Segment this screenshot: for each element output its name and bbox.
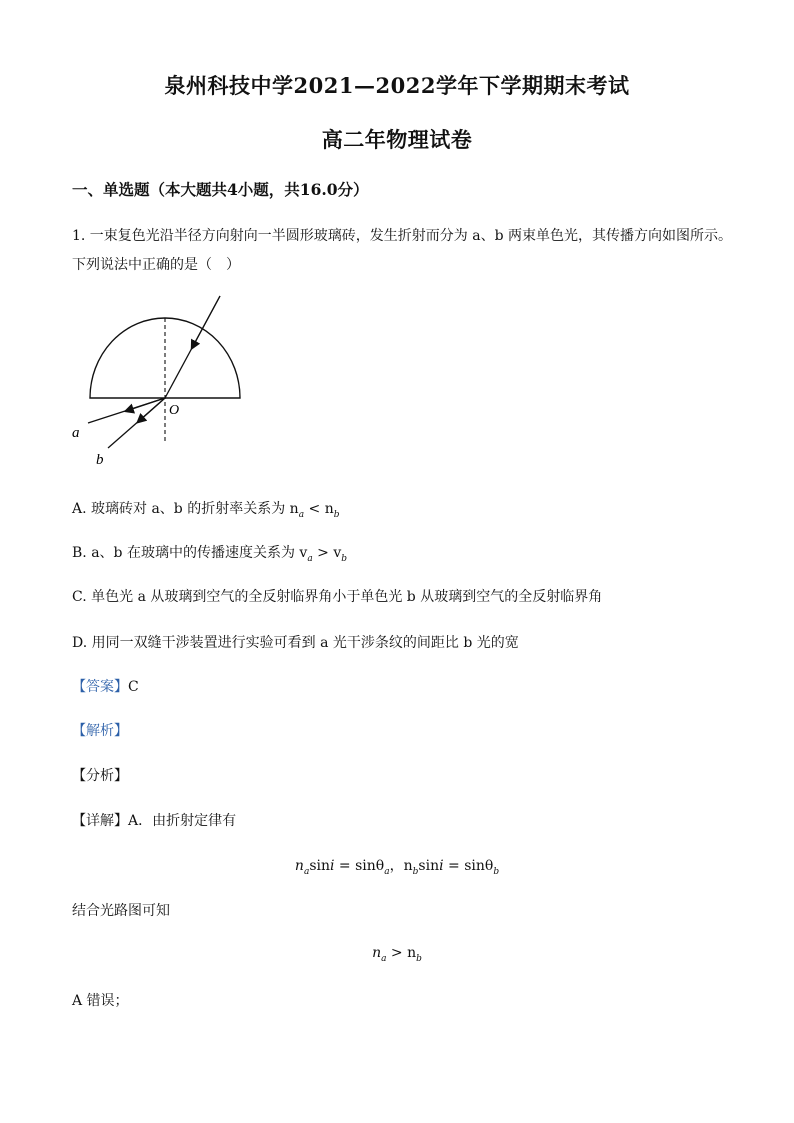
option-b: B. a、b 在玻璃中的传播速度关系为 $v_a > v_b$ <box>72 545 347 564</box>
exam-title: 泉州科技中学2021—2022学年下学期期末考试 <box>164 73 630 98</box>
conclusion-text: A 错误； <box>72 993 129 1009</box>
section-heading: 一、单选题（本大题共4小题，共16.0分） <box>72 180 369 199</box>
answer-label: 【答案】 <box>72 679 128 695</box>
combine-text: 结合光路图可知 <box>72 903 170 919</box>
answer-line <box>72 676 139 696</box>
incident-ray-arrow <box>192 296 220 348</box>
ray-a-arrow <box>126 398 165 411</box>
ray-b-arrow <box>138 398 165 422</box>
option-a: A. 玻璃砖对 a、b 的折射率关系为 $n_a < n_b$ <box>72 501 340 520</box>
fenxi-label: 【分析】 <box>72 768 128 784</box>
analysis-label: 【解析】 <box>72 723 128 739</box>
label-a: a <box>72 425 80 441</box>
question-text-line1: 1. 一束复色光沿半径方向射向一半圆形玻璃砖，发生折射而分为 a、b 两束单色光，其传播方向如图所示。 <box>72 228 733 244</box>
option-d: D. 用同一双缝干涉装置进行实验可看到 a 光干涉条纹的间距比 b 光的宽 <box>72 635 519 651</box>
label-o: O <box>169 403 180 418</box>
detail-label: 【详解】 <box>72 813 128 829</box>
detail-line: 【详解】A．由折射定律有 <box>72 813 237 829</box>
exam-subtitle: 高二年物理试卷 <box>321 127 473 152</box>
question-text-line2: 下列说法中正确的是（ ） <box>72 257 240 273</box>
formula-comparison: $n_a > n_b$ <box>372 945 422 964</box>
optics-diagram <box>60 288 260 478</box>
semicircle-glass-brick <box>90 318 240 398</box>
option-c: C. 单色光 a 从玻璃到空气的全反射临界角小于单色光 b 从玻璃到空气的全反射临界角 <box>72 589 603 605</box>
label-b: b <box>96 452 104 468</box>
answer-value: C <box>128 679 139 695</box>
formula-refraction: $n_a\sin i = \sin\theta_a$，$n_b\sin i = \sin\theta_b$ <box>294 858 500 877</box>
